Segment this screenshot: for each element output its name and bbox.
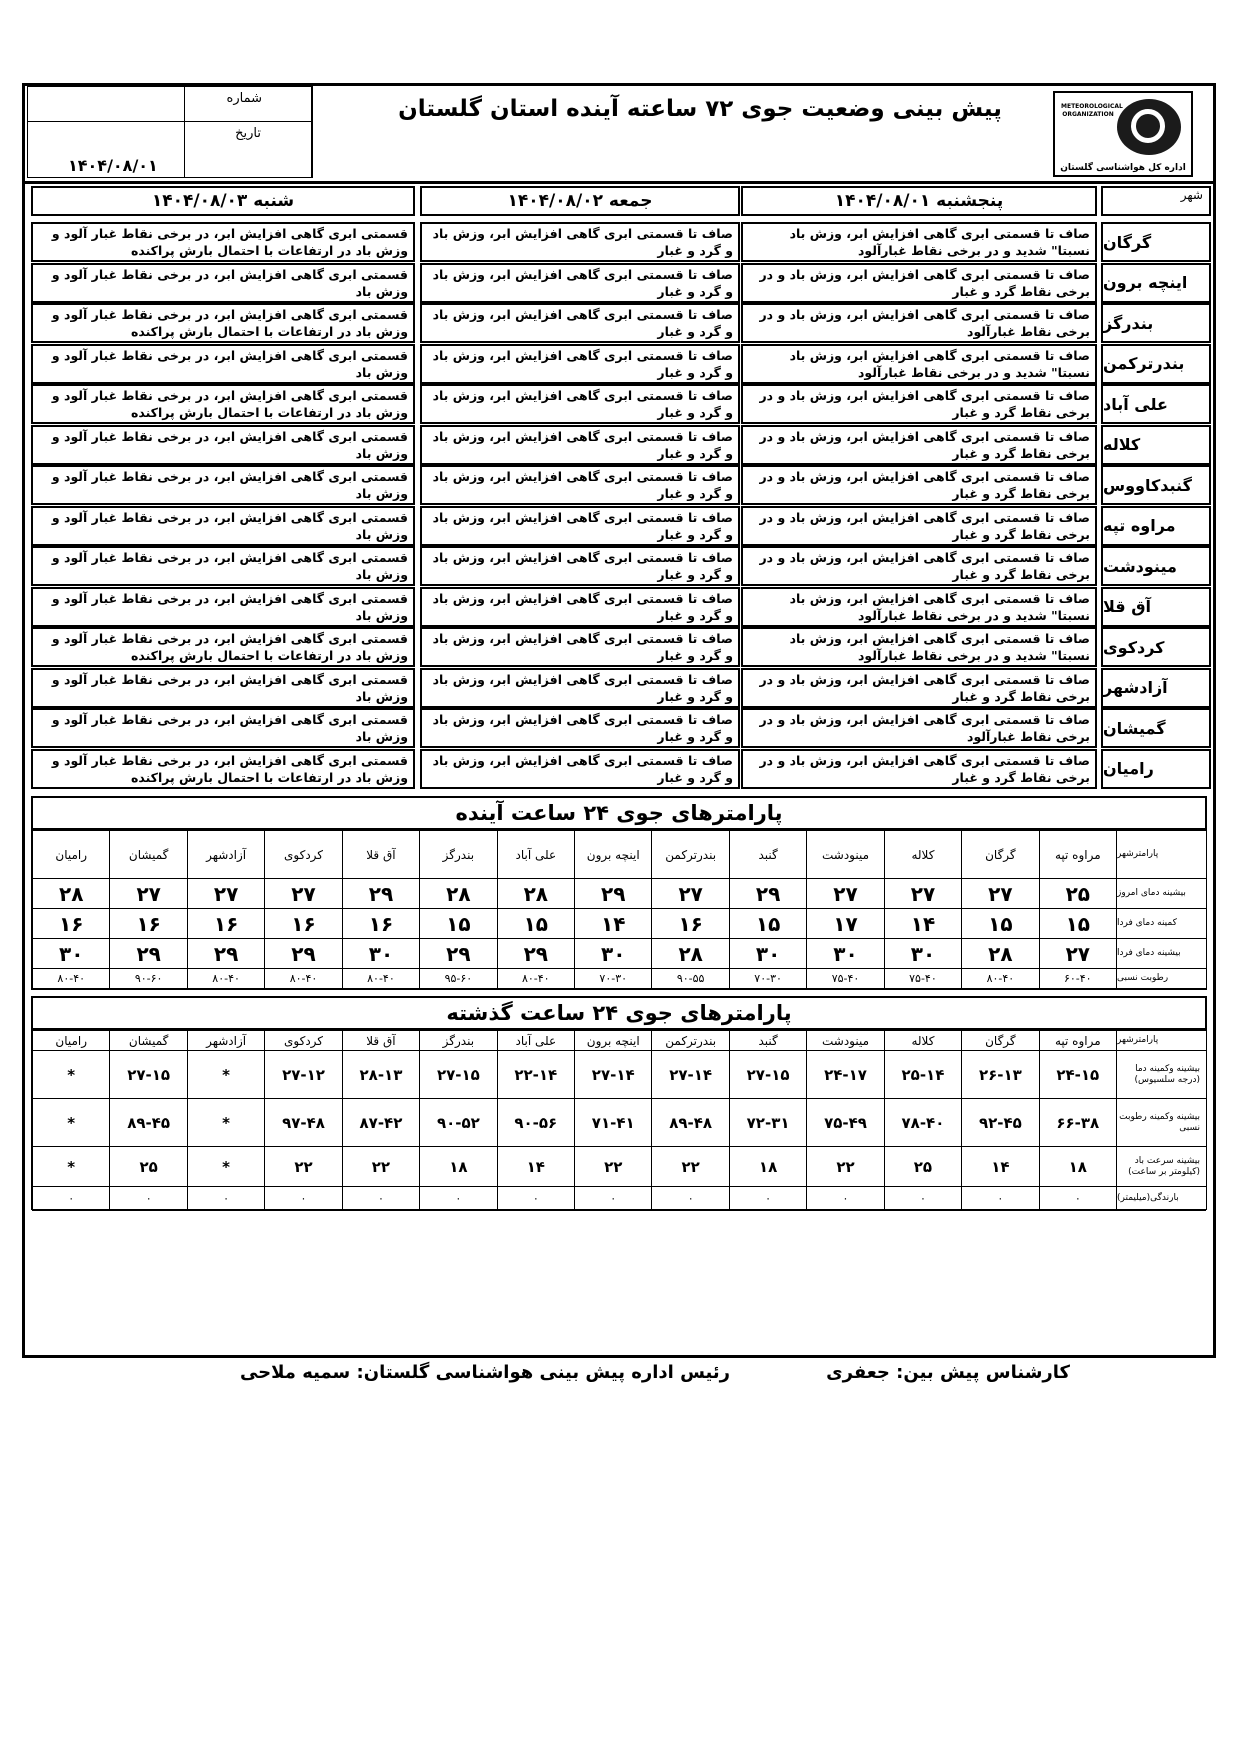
next24-row-label: بیشینه دمای امروز (1116, 879, 1206, 908)
past24-value: ۷۱-۴۱ (574, 1099, 651, 1146)
forecast-cell-d1: صاف تا قسمتی ابری گاهی افزایش ابر، وزش باد و در برخی نقاط گرد و غبار (741, 546, 1097, 586)
past24-row (32, 1051, 1206, 1099)
past24-value: ۶۶-۳۸ (1039, 1099, 1116, 1146)
past24-row (32, 1099, 1206, 1147)
next24-value: ۸۰-۴۰ (342, 969, 419, 988)
forecast-cell-d3: قسمتی ابری گاهی افزایش ابر، در برخی نقاط غبار آلود و وزش باد در ارتفاعات با احتمال بارش پراکنده (31, 627, 415, 667)
forecast-row (25, 668, 1213, 708)
next24-value: ۲۸ (497, 879, 574, 908)
number-label: شماره (226, 91, 262, 106)
day-header-3: شنبه ۱۴۰۴/۰۸/۰۳ (31, 186, 415, 216)
footer (0, 1362, 1240, 1402)
next24-city-header: بندرترکمن (651, 831, 728, 878)
forecast-city: علی آباد (1101, 384, 1211, 424)
next24-value: ۸۰-۴۰ (187, 969, 264, 988)
city-header: شهر (1101, 186, 1211, 216)
past24-row (32, 1187, 1206, 1211)
past24-city-header: بندرترکمن (651, 1031, 728, 1050)
past24-value: ۲۲ (574, 1147, 651, 1186)
next24-table (31, 830, 1207, 990)
forecast-cell-d2: صاف تا قسمتی ابری گاهی افزایش ابر، وزش باد و گرد و غبار (420, 587, 740, 627)
forecast-cell-d3: قسمتی ابری گاهی افزایش ابر، در برخی نقاط غبار آلود و وزش باد در ارتفاعات با احتمال بارش پراکنده (31, 749, 415, 789)
past24-city-header: گنبد (729, 1031, 806, 1050)
logo (1053, 91, 1193, 177)
forecast-cell-d2: صاف تا قسمتی ابری گاهی افزایش ابر، وزش باد و گرد و غبار (420, 506, 740, 546)
forecast-row (25, 546, 1213, 586)
next24-value: ۷۰-۳۰ (729, 969, 806, 988)
forecast-city: مینودشت (1101, 546, 1211, 586)
forecast-cell-d1: صاف تا قسمتی ابری گاهی افزایش ابر، وزش باد نسبتا" شدید و در برخی نقاط غبارآلود (741, 627, 1097, 667)
next24-value: ۲۸ (961, 939, 1038, 968)
past24-value: ۲۷-۱۲ (264, 1051, 341, 1098)
next24-value: ۲۹ (342, 879, 419, 908)
forecast-cell-d1: صاف تا قسمتی ابری گاهی افزایش ابر، وزش باد نسبتا" شدید و در برخی نقاط غبارآلود (741, 344, 1097, 384)
next24-value: ۳۰ (574, 939, 651, 968)
forecast-city: گرگان (1101, 222, 1211, 262)
past24-title: پارامترهای جوی ۲۴ ساعت گذشته (31, 996, 1207, 1030)
forecast-cell-d1: صاف تا قسمتی ابری گاهی افزایش ابر، وزش باد نسبتا" شدید و در برخی نقاط غبارآلود (741, 222, 1097, 262)
date-value-cell (27, 121, 185, 178)
next24-value: ۹۰-۵۵ (651, 969, 728, 988)
forecast-cell-d3: قسمتی ابری گاهی افزایش ابر، در برخی نقاط غبار آلود و وزش باد در ارتفاعات با احتمال بارش پراکنده (31, 222, 415, 262)
next24-value: ۲۷ (187, 879, 264, 908)
past24-city-header: کلاله (884, 1031, 961, 1050)
past24-value: ۹۰-۵۲ (419, 1099, 496, 1146)
forecast-cell-d3: قسمتی ابری گاهی افزایش ابر، در برخی نقاط غبار آلود و وزش باد (31, 425, 415, 465)
forecast-city: گمیشان (1101, 708, 1211, 748)
forecast-cell-d1: صاف تا قسمتی ابری گاهی افزایش ابر، وزش باد نسبتا" شدید و در برخی نقاط غبارآلود (741, 587, 1097, 627)
next24-value: ۲۸ (32, 879, 109, 908)
forecast-cell-d2: صاف تا قسمتی ابری گاهی افزایش ابر، وزش باد و گرد و غبار (420, 668, 740, 708)
next24-value: ۱۶ (264, 909, 341, 938)
meteorological-organization-logo-icon (1117, 99, 1181, 155)
forecast-row (25, 627, 1213, 667)
next24-value: ۲۷ (264, 879, 341, 908)
past24-value: ۲۴-۱۷ (806, 1051, 883, 1098)
past24-header-row (32, 1031, 1206, 1051)
past24-value: ۰ (32, 1187, 109, 1210)
forecast-cell-d3: قسمتی ابری گاهی افزایش ابر، در برخی نقاط غبار آلود و وزش باد در ارتفاعات با احتمال بارش پراکنده (31, 384, 415, 424)
next24-row (32, 969, 1206, 989)
forecast-row (25, 465, 1213, 505)
next24-city-header: اینچه برون (574, 831, 651, 878)
next24-city-header: کردکوی (264, 831, 341, 878)
past24-value: ۰ (884, 1187, 961, 1210)
past24-value: ۲۸-۱۳ (342, 1051, 419, 1098)
past24-value: ۲۷-۱۵ (109, 1051, 186, 1098)
past24-value: ۲۲ (651, 1147, 728, 1186)
next24-value: ۶۰-۴۰ (1039, 969, 1116, 988)
next24-value: ۱۴ (884, 909, 961, 938)
next24-value: ۲۹ (109, 939, 186, 968)
forecaster-name: کارشناس پیش بین: جعفری (826, 1362, 1070, 1383)
past24-value: ۱۸ (419, 1147, 496, 1186)
forecast-table (25, 182, 1213, 794)
forecast-row (25, 222, 1213, 262)
next24-value: ۳۰ (32, 939, 109, 968)
next24-value: ۱۵ (729, 909, 806, 938)
past24-value: ۲۵ (884, 1147, 961, 1186)
past24-value: ۷۲-۳۱ (729, 1099, 806, 1146)
past24-value: * (32, 1051, 109, 1098)
forecast-cell-d3: قسمتی ابری گاهی افزایش ابر، در برخی نقاط غبار آلود و وزش باد (31, 708, 415, 748)
next24-value: ۱۶ (187, 909, 264, 938)
forecast-cell-d1: صاف تا قسمتی ابری گاهی افزایش ابر، وزش باد و در برخی نقاط گرد و غبار (741, 263, 1097, 303)
next24-row (32, 909, 1206, 939)
next24-value: ۳۰ (729, 939, 806, 968)
past24-value: ۰ (109, 1187, 186, 1210)
past24-row (32, 1147, 1206, 1187)
past24-value: ۹۲-۴۵ (961, 1099, 1038, 1146)
past24-city-header: مراوه تپه (1039, 1031, 1116, 1050)
past24-city-header: اینچه برون (574, 1031, 651, 1050)
past24-value: ۲۵-۱۴ (884, 1051, 961, 1098)
past24-value: * (187, 1147, 264, 1186)
forecast-cell-d3: قسمتی ابری گاهی افزایش ابر، در برخی نقاط غبار آلود و وزش باد (31, 668, 415, 708)
next24-value: ۲۸ (419, 879, 496, 908)
forecast-city: کردکوی (1101, 627, 1211, 667)
next24-city-header: مراوه تپه (1039, 831, 1116, 878)
past24-value: ۱۸ (729, 1147, 806, 1186)
past24-value: ۲۶-۱۳ (961, 1051, 1038, 1098)
next24-value: ۷۵-۴۰ (884, 969, 961, 988)
date-label: تاریخ (235, 126, 261, 141)
forecast-cell-d2: صاف تا قسمتی ابری گاهی افزایش ابر، وزش باد و گرد و غبار (420, 344, 740, 384)
past24-value: ۰ (342, 1187, 419, 1210)
next24-city-header: کلاله (884, 831, 961, 878)
past24-value: ۷۸-۴۰ (884, 1099, 961, 1146)
forecast-cell-d2: صاف تا قسمتی ابری گاهی افزایش ابر، وزش باد و گرد و غبار (420, 222, 740, 262)
next24-value: ۲۹ (419, 939, 496, 968)
next24-value: ۹۰-۶۰ (109, 969, 186, 988)
next24-value: ۳۰ (884, 939, 961, 968)
forecast-cell-d2: صاف تا قسمتی ابری گاهی افزایش ابر، وزش باد و گرد و غبار (420, 425, 740, 465)
past24-row-label: بیشینه سرعت باد (کیلومتر بر ساعت) (1116, 1147, 1206, 1186)
past24-row-label: بیشینه وکمینه رطوبت نسبی (1116, 1099, 1206, 1146)
past24-value: ۰ (187, 1187, 264, 1210)
next24-city-header: مینودشت (806, 831, 883, 878)
forecast-city: آق قلا (1101, 587, 1211, 627)
logo-caption: اداره کل هواشناسی گلستان (1060, 163, 1186, 173)
next24-row-label: کمینه دمای فردا (1116, 909, 1206, 938)
next24-row-label: بیشینه دمای فردا (1116, 939, 1206, 968)
past24-city-header: آزادشهر (187, 1031, 264, 1050)
past24-value: ۲۷-۱۵ (419, 1051, 496, 1098)
number-left-cell (27, 86, 185, 122)
past24-city-header: کردکوی (264, 1031, 341, 1050)
forecast-cell-d1: صاف تا قسمتی ابری گاهی افزایش ابر، وزش باد و در برخی نقاط گرد و غبار (741, 465, 1097, 505)
next24-value: ۱۵ (497, 909, 574, 938)
forecast-cell-d2: صاف تا قسمتی ابری گاهی افزایش ابر، وزش باد و گرد و غبار (420, 303, 740, 343)
past24-city-header: علی آباد (497, 1031, 574, 1050)
forecast-sheet (22, 83, 1216, 1358)
next24-row (32, 939, 1206, 969)
past24-city-header: رامیان (32, 1031, 109, 1050)
next24-value: ۱۵ (1039, 909, 1116, 938)
next24-value: ۳۰ (806, 939, 883, 968)
past24-value: ۰ (961, 1187, 1038, 1210)
past24-value: * (187, 1051, 264, 1098)
next24-value: ۳۰ (342, 939, 419, 968)
title-divider (311, 86, 313, 178)
forecast-city: رامیان (1101, 749, 1211, 789)
forecast-cell-d1: صاف تا قسمتی ابری گاهی افزایش ابر، وزش باد و در برخی نقاط گرد و غبار (741, 384, 1097, 424)
next24-value: ۲۷ (961, 879, 1038, 908)
past24-value: ۰ (1039, 1187, 1116, 1210)
next24-value: ۱۶ (32, 909, 109, 938)
next24-value: ۷۰-۳۰ (574, 969, 651, 988)
next24-value: ۲۷ (884, 879, 961, 908)
forecast-cell-d2: صاف تا قسمتی ابری گاهی افزایش ابر، وزش باد و گرد و غبار (420, 627, 740, 667)
next24-value: ۸۰-۴۰ (264, 969, 341, 988)
past24-value: ۱۴ (961, 1147, 1038, 1186)
next24-value: ۲۹ (187, 939, 264, 968)
past24-value: ۷۵-۴۹ (806, 1099, 883, 1146)
past24-value: ۲۲-۱۴ (497, 1051, 574, 1098)
forecast-city: اینچه برون (1101, 263, 1211, 303)
forecast-cell-d2: صاف تا قسمتی ابری گاهی افزایش ابر، وزش باد و گرد و غبار (420, 384, 740, 424)
forecast-row (25, 344, 1213, 384)
forecast-cell-d3: قسمتی ابری گاهی افزایش ابر، در برخی نقاط غبار آلود و وزش باد (31, 587, 415, 627)
next24-value: ۲۹ (264, 939, 341, 968)
next24-value: ۸۰-۴۰ (497, 969, 574, 988)
forecast-city: آزادشهر (1101, 668, 1211, 708)
next24-value: ۱۶ (651, 909, 728, 938)
department-head-name: رئیس اداره پیش بینی هواشناسی گلستان: سمیه ملاحی (239, 1362, 730, 1383)
day-header-1: پنجشنبه ۱۴۰۴/۰۸/۰۱ (741, 186, 1097, 216)
next24-value: ۷۵-۴۰ (806, 969, 883, 988)
next24-header-row (32, 831, 1206, 879)
forecast-cell-d3: قسمتی ابری گاهی افزایش ابر، در برخی نقاط غبار آلود و وزش باد (31, 465, 415, 505)
past24-value: ۹۷-۴۸ (264, 1099, 341, 1146)
past24-value: ۲۲ (342, 1147, 419, 1186)
next24-value: ۸۰-۴۰ (32, 969, 109, 988)
next24-value: ۲۹ (497, 939, 574, 968)
forecast-city: مراوه تپه (1101, 506, 1211, 546)
forecast-cell-d3: قسمتی ابری گاهی افزایش ابر، در برخی نقاط غبار آلود و وزش باد (31, 263, 415, 303)
past24-value: ۰ (497, 1187, 574, 1210)
logo-text: METEOROLOGICAL ORGANIZATION (1061, 103, 1123, 118)
past24-value: ۲۲ (806, 1147, 883, 1186)
past24-value: ۱۸ (1039, 1147, 1116, 1186)
forecast-row (25, 263, 1213, 303)
past24-row-label: بارندگی(میلیمتر) (1116, 1187, 1206, 1210)
forecast-row (25, 303, 1213, 343)
forecast-cell-d3: قسمتی ابری گاهی افزایش ابر، در برخی نقاط غبار آلود و وزش باد (31, 506, 415, 546)
forecast-cell-d3: قسمتی ابری گاهی افزایش ابر، در برخی نقاط غبار آلود و وزش باد (31, 546, 415, 586)
forecast-cell-d2: صاف تا قسمتی ابری گاهی افزایش ابر، وزش باد و گرد و غبار (420, 749, 740, 789)
next24-value: ۱۴ (574, 909, 651, 938)
forecast-cell-d1: صاف تا قسمتی ابری گاهی افزایش ابر، وزش باد و در برخی نقاط گرد و غبار (741, 506, 1097, 546)
past24-table (31, 1030, 1207, 1210)
next24-value: ۱۷ (806, 909, 883, 938)
next24-row-label: رطوبت نسبی (1116, 969, 1206, 988)
forecast-row (25, 506, 1213, 546)
past24-value: ۲۷-۱۴ (574, 1051, 651, 1098)
forecast-cell-d1: صاف تا قسمتی ابری گاهی افزایش ابر، وزش باد و در برخی نقاط غبارآلود (741, 303, 1097, 343)
past24-value: ۰ (806, 1187, 883, 1210)
forecast-cell-d2: صاف تا قسمتی ابری گاهی افزایش ابر، وزش باد و گرد و غبار (420, 708, 740, 748)
next24-value: ۲۷ (806, 879, 883, 908)
header (25, 86, 1213, 184)
next24-corner-label: پارامترشهر (1116, 831, 1206, 878)
forecast-cell-d1: صاف تا قسمتی ابری گاهی افزایش ابر، وزش باد و در برخی نقاط غبارآلود (741, 708, 1097, 748)
forecast-cell-d2: صاف تا قسمتی ابری گاهی افزایش ابر، وزش باد و گرد و غبار (420, 465, 740, 505)
past24-value: ۲۷-۱۵ (729, 1051, 806, 1098)
forecast-cell-d3: قسمتی ابری گاهی افزایش ابر، در برخی نقاط غبار آلود و وزش باد در ارتفاعات با احتمال بارش پراکنده (31, 303, 415, 343)
past24-value: ۰ (574, 1187, 651, 1210)
page-title: پیش بینی وضعیت جوی ۷۲ ساعته آینده استان گلستان (398, 96, 1002, 122)
next24-value: ۲۵ (1039, 879, 1116, 908)
forecast-row (25, 425, 1213, 465)
next24-city-header: آق قلا (342, 831, 419, 878)
past24-value: ۲۴-۱۵ (1039, 1051, 1116, 1098)
next24-city-header: گرگان (961, 831, 1038, 878)
next24-city-header: گمیشان (109, 831, 186, 878)
past24-value: ۱۴ (497, 1147, 574, 1186)
past24-value: ۲۵ (109, 1147, 186, 1186)
next24-city-header: رامیان (32, 831, 109, 878)
past24-value: ۰ (419, 1187, 496, 1210)
past24-city-header: مینودشت (806, 1031, 883, 1050)
past24-row-label: بیشینه وکمینه دما (درجه سلسیوس) (1116, 1051, 1206, 1098)
forecast-cell-d3: قسمتی ابری گاهی افزایش ابر، در برخی نقاط غبار آلود و وزش باد (31, 344, 415, 384)
next24-city-header: بندرگز (419, 831, 496, 878)
past24-value: * (187, 1099, 264, 1146)
past24-city-header: گمیشان (109, 1031, 186, 1050)
next24-value: ۲۸ (651, 939, 728, 968)
next24-row (32, 879, 1206, 909)
past24-value: ۲۷-۱۴ (651, 1051, 728, 1098)
next24-value: ۱۵ (419, 909, 496, 938)
past24-value: ۲۲ (264, 1147, 341, 1186)
next24-value: ۲۹ (574, 879, 651, 908)
date-value: ۱۴۰۴/۰۸/۰۱ (68, 156, 158, 175)
next24-city-header: آزادشهر (187, 831, 264, 878)
next24-value: ۲۷ (1039, 939, 1116, 968)
past24-value: ۸۷-۴۲ (342, 1099, 419, 1146)
next24-value: ۲۷ (651, 879, 728, 908)
next24-city-header: گنبد (729, 831, 806, 878)
next24-value: ۲۹ (729, 879, 806, 908)
past24-city-header: آق قلا (342, 1031, 419, 1050)
past24-value: ۰ (264, 1187, 341, 1210)
past24-value: ۸۹-۴۸ (651, 1099, 728, 1146)
day-header-2: جمعه ۱۴۰۴/۰۸/۰۲ (420, 186, 740, 216)
forecast-city: بندرگز (1101, 303, 1211, 343)
forecast-city: کلاله (1101, 425, 1211, 465)
next24-value: ۲۷ (109, 879, 186, 908)
past24-corner-label: پارامترشهر (1116, 1031, 1206, 1050)
forecast-cell-d2: صاف تا قسمتی ابری گاهی افزایش ابر، وزش باد و گرد و غبار (420, 546, 740, 586)
forecast-cell-d1: صاف تا قسمتی ابری گاهی افزایش ابر، وزش باد و در برخی نقاط گرد و غبار (741, 425, 1097, 465)
next24-value: ۱۶ (109, 909, 186, 938)
forecast-row (25, 749, 1213, 789)
past24-value: ۸۹-۴۵ (109, 1099, 186, 1146)
past24-value: ۰ (729, 1187, 806, 1210)
forecast-cell-d1: صاف تا قسمتی ابری گاهی افزایش ابر، وزش باد و در برخی نقاط گرد و غبار (741, 749, 1097, 789)
past24-value: * (32, 1099, 109, 1146)
forecast-city: بندرترکمن (1101, 344, 1211, 384)
next24-city-header: علی آباد (497, 831, 574, 878)
past24-value: ۰ (651, 1187, 728, 1210)
forecast-row (25, 708, 1213, 748)
forecast-row (25, 384, 1213, 424)
forecast-cell-d1: صاف تا قسمتی ابری گاهی افزایش ابر، وزش باد و در برخی نقاط گرد و غبار (741, 668, 1097, 708)
next24-value: ۹۵-۶۰ (419, 969, 496, 988)
past24-value: * (32, 1147, 109, 1186)
next24-value: ۱۶ (342, 909, 419, 938)
next24-value: ۸۰-۴۰ (961, 969, 1038, 988)
past24-city-header: بندرگز (419, 1031, 496, 1050)
past24-value: ۹۰-۵۶ (497, 1099, 574, 1146)
forecast-cell-d2: صاف تا قسمتی ابری گاهی افزایش ابر، وزش باد و گرد و غبار (420, 263, 740, 303)
next24-value: ۱۵ (961, 909, 1038, 938)
forecast-city: گنبدکاووس (1101, 465, 1211, 505)
next24-title: پارامترهای جوی ۲۴ ساعت آینده (31, 796, 1207, 830)
past24-city-header: گرگان (961, 1031, 1038, 1050)
forecast-row (25, 587, 1213, 627)
